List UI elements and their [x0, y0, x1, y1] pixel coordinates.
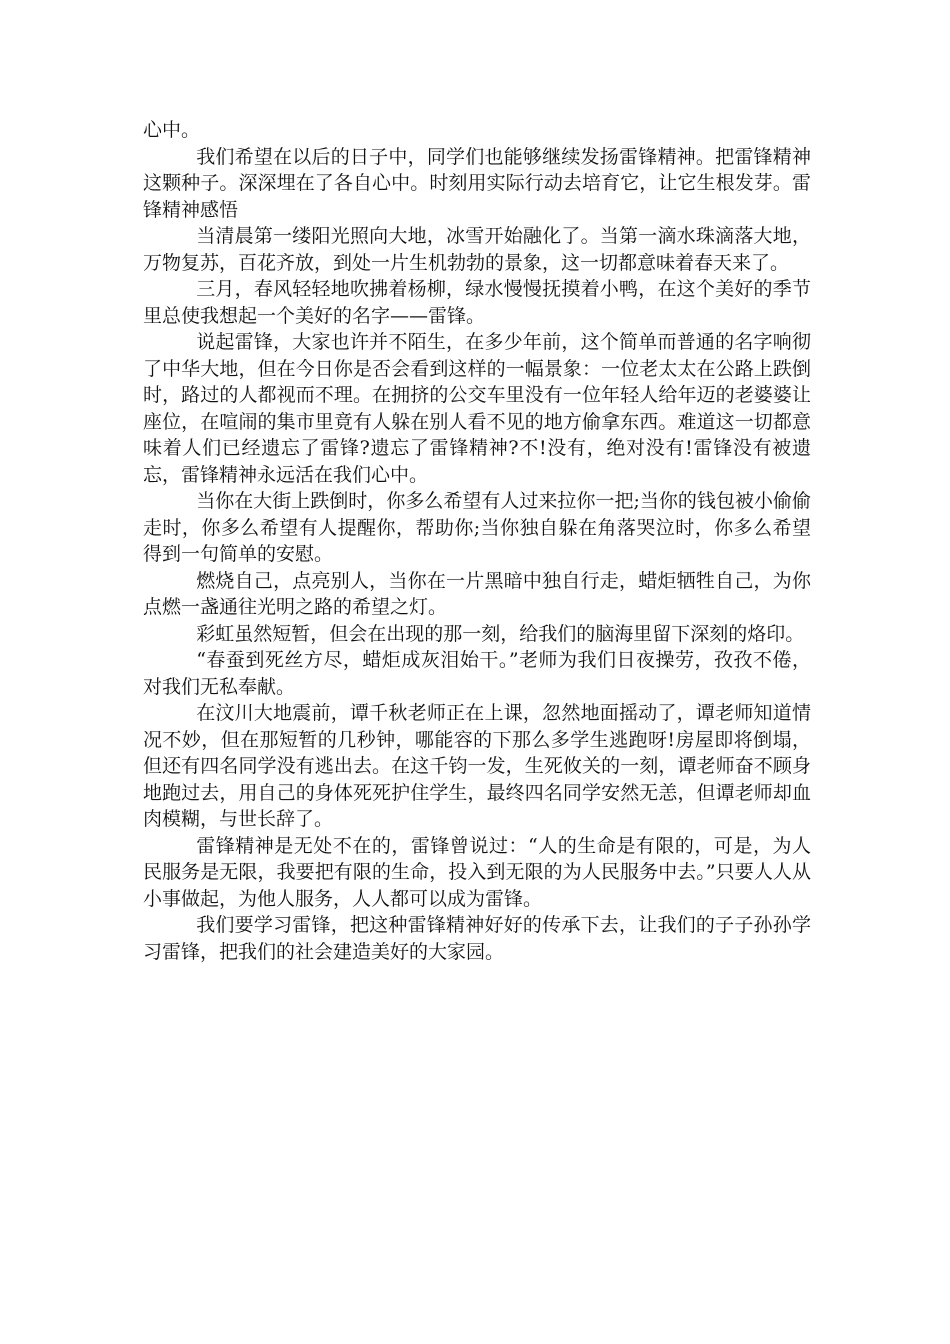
paragraph-7: 燃烧自己，点亮别人，当你在一片黑暗中独自行走，蜡炬牺牲自己，为你点燃一盏通往光明之路的希望之灯。: [143, 569, 811, 618]
document-page: [143, 117, 811, 965]
paragraph-1: 心中。: [143, 119, 201, 141]
paragraph-9: “春蚕到死丝方尽，蜡炬成灰泪始干。”老师为我们日夜操劳，孜孜不倦，对我们无私奉献。: [143, 649, 811, 698]
paragraph-6: 当你在大街上跌倒时，你多么希望有人过来拉你一把;当你的钱包被小偷偷走时，你多么希望有人提醒你，帮助你;当你独自躲在角落哭泣时，你多么希望得到一句简单的安慰。: [143, 490, 811, 565]
paragraph-10: 在汶川大地震前，谭千秋老师正在上课，忽然地面摇动了，谭老师知道情况不妙，但在那短暂的几秒钟，哪能容的下那么多学生逃跑呀!房屋即将倒塌，但还有四名同学没有逃出去。在这千钧一发，生死攸关的一刻，谭老师奋不顾身地跑过去，用自己的身体死死护住学生，最终四名同学安然无恙，但谭老师却血肉模糊，与世长辞了。: [143, 702, 811, 830]
paragraph-8: 彩虹虽然短暂，但会在出现的那一刻，给我们的脑海里留下深刻的烙印。: [196, 622, 805, 645]
paragraph-4: 三月，春风轻轻地吹拂着杨柳，绿水慢慢抚摸着小鸭，在这个美好的季节里总使我想起一个美好的名字——雷锋。: [143, 278, 811, 327]
paragraph-5: 说起雷锋，大家也许并不陌生，在多少年前，这个简单而普通的名字响彻了中华大地，但在今日你是否会看到这样的一幅景象：一位老太太在公路上跌倒时，路过的人都视而不理。在拥挤的公交车里没有一位年轻人给年迈的老婆婆让座位，在喧闹的集市里竟有人躲在别人看不见的地方偷拿东西。难道这一切都意味着人们已经遗忘了雷锋?遗忘了雷锋精神?不!没有，绝对没有!雷锋没有被遗忘，雷锋精神永远活在我们心中。: [143, 331, 811, 486]
paragraph-12: 我们要学习雷锋，把这种雷锋精神好好的传承下去，让我们的子子孙孙学习雷锋，把我们的社会建造美好的大家园。: [143, 914, 811, 963]
paragraph-3: 当清晨第一缕阳光照向大地，冰雪开始融化了。当第一滴水珠滴落大地，万物复苏，百花齐放，到处一片生机勃勃的景象，这一切都意味着春天来了。: [143, 225, 811, 274]
paragraph-2: 我们希望在以后的日子中，同学们也能够继续发扬雷锋精神。把雷锋精神这颗种子。深深埋在了各自心中。时刻用实际行动去培育它，让它生根发芽。雷锋精神感悟: [143, 145, 811, 221]
paragraph-11: 雷锋精神是无处不在的，雷锋曾说过：“人的生命是有限的，可是，为人民服务是无限，我要把有限的生命，投入到无限的为人民服务中去。”只要人人从小事做起，为他人服务，人人都可以成为雷锋。: [143, 834, 811, 910]
